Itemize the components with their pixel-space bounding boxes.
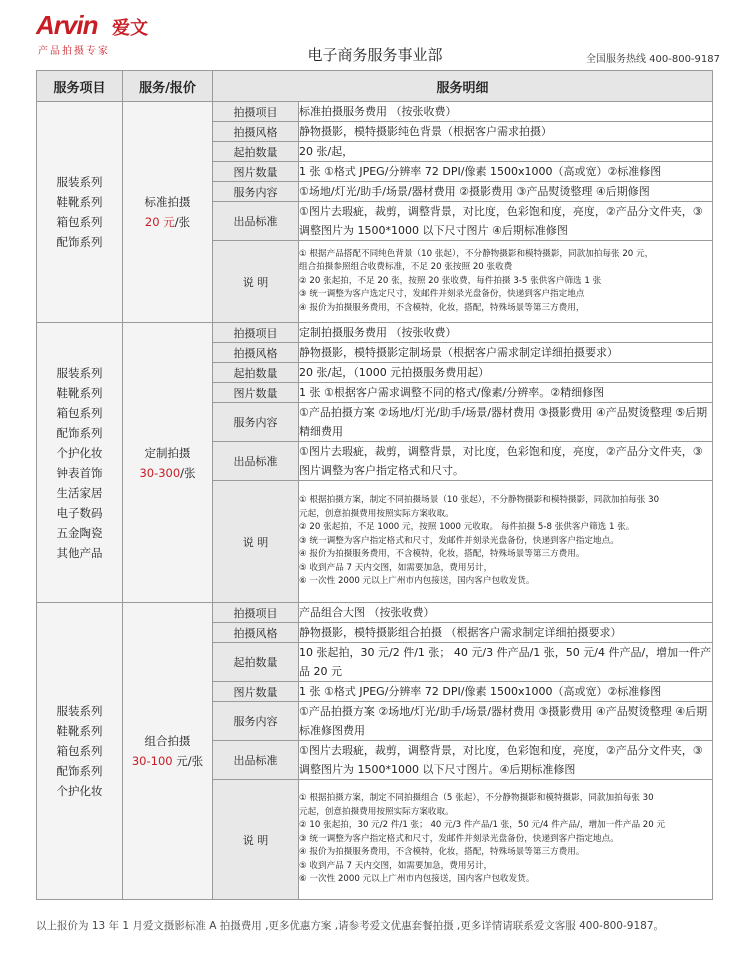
service-detail-row bbox=[37, 102, 713, 122]
note-line: ④ 报价为拍摄服务费用，不含模特，化妆，搭配，特殊场景等第三方费用。 bbox=[299, 549, 585, 560]
service-detail-row bbox=[37, 603, 713, 623]
category-item: 其他产品 bbox=[56, 545, 103, 560]
header-service-item: 服务项目 bbox=[37, 71, 123, 102]
note-line: ① 根据拍摄方案，制定不同拍摄组合（5 张起），不分静物摄影和模特摄影，同款加拍每张 30 bbox=[299, 792, 654, 803]
detail-value: 20 张/起， bbox=[299, 142, 713, 162]
detail-value: ①图片去瑕疵，裁剪，调整背景，对比度，色彩饱和度，亮度，②产品分文件夹，③图片调整为客户指定格式和尺寸。 bbox=[299, 442, 713, 481]
detail-label: 出品标准 bbox=[213, 442, 299, 481]
logo-tagline: 产品拍摄专家 bbox=[38, 46, 110, 57]
detail-label: 出品标准 bbox=[213, 741, 299, 780]
category-list bbox=[37, 102, 123, 323]
note-line: ② 10 张起拍，30 元/2 件/1 张； 40 元/3 件产品/1 张，50 元/4 件产品/，增加一件产品 20 元 bbox=[299, 820, 666, 831]
notes-label: 说 明 bbox=[213, 780, 299, 900]
service-name: 组合拍摄 bbox=[144, 734, 191, 748]
service-name: 标准拍摄 bbox=[144, 195, 191, 209]
notes-content bbox=[299, 780, 713, 900]
service-detail-row bbox=[37, 323, 713, 343]
detail-value: 标准拍摄服务费用 （按张收费） bbox=[299, 102, 713, 122]
category-item: 鞋靴系列 bbox=[56, 195, 103, 209]
category-item: 生活家居 bbox=[56, 485, 103, 500]
note-line: ④ 报价为拍摄服务费用，不含模特，化妆，搭配，特殊场景等第三方费用。 bbox=[299, 847, 585, 858]
service-price-cell bbox=[123, 323, 213, 603]
note-line: ② 20 张起拍，不足 1000 元，按照 1000 元收取。 每件拍摄 5-8 张供客户筛选 1 张。 bbox=[299, 522, 635, 533]
detail-value: ①场地/灯光/助手/场景/器材费用 ②摄影费用 ③产品熨烫整理 ④后期修图 bbox=[299, 182, 713, 202]
notes-label: 说 明 bbox=[213, 241, 299, 323]
note-line: ③ 统一调整为客户选定尺寸，发邮件并刻录光盘备份，快递到客户指定地点 bbox=[299, 289, 585, 300]
detail-label: 图片数量 bbox=[213, 162, 299, 182]
detail-label: 服务内容 bbox=[213, 702, 299, 741]
service-hotline: 全国服务热线 400-800-9187 bbox=[585, 54, 720, 65]
note-line: 元起，创意拍摄费用按照实际方案收取。 bbox=[299, 508, 454, 519]
note-line: 元起，创意拍摄费用按照实际方案收取。 bbox=[299, 806, 454, 817]
detail-label: 起拍数量 bbox=[213, 643, 299, 682]
detail-value: ①图片去瑕疵，裁剪，调整背景，对比度，色彩饱和度，亮度，②产品分文件夹，③调整图片为 1500*1000 以下尺寸图片 ④后期标准修图 bbox=[299, 202, 713, 241]
header-service-detail: 服务明细 bbox=[213, 71, 713, 102]
category-item: 服装系列 bbox=[56, 365, 103, 380]
detail-label: 拍摄项目 bbox=[213, 603, 299, 623]
detail-value: ①图片去瑕疵，裁剪，调整背景，对比度，色彩饱和度，亮度，②产品分文件夹，③调整图片为 1500*1000 以下尺寸图片。④后期标准修图 bbox=[299, 741, 713, 780]
detail-label: 服务内容 bbox=[213, 182, 299, 202]
category-item: 服装系列 bbox=[56, 704, 103, 718]
detail-label: 起拍数量 bbox=[213, 363, 299, 383]
service-price-cell bbox=[123, 102, 213, 323]
price-unit: /张 bbox=[180, 465, 196, 480]
detail-label: 出品标准 bbox=[213, 202, 299, 241]
note-line: ③ 统一调整为客户指定格式和尺寸，发邮件并刻录光盘备份，快递到客户指定地点。 bbox=[299, 535, 619, 546]
notes-label: 说 明 bbox=[213, 481, 299, 603]
note-line: ① 根据产品搭配不同纯色背景（10 张起），不分静物摄影和模特摄影，同款加拍每张 20 元， bbox=[299, 248, 654, 259]
notes-content bbox=[299, 481, 713, 603]
detail-value: 10 张起拍，30 元/2 件/1 张； 40 元/3 件产品/1 张，50 元/4 件产品/，增加一件产品 20 元 bbox=[299, 643, 713, 682]
notes-content bbox=[299, 241, 713, 323]
category-item: 钟表首饰 bbox=[56, 465, 103, 480]
category-list bbox=[37, 323, 123, 603]
category-list bbox=[37, 603, 123, 900]
category-item: 配饰系列 bbox=[56, 235, 103, 249]
service-price-table bbox=[36, 70, 713, 900]
detail-value: ①产品拍摄方案 ②场地/灯光/助手/场景/器材费用 ③摄影费用 ④产品熨烫整理 ⑤后期精细费用 bbox=[299, 403, 713, 442]
detail-label: 拍摄风格 bbox=[213, 343, 299, 363]
price-unit: /张 bbox=[174, 215, 191, 229]
category-item: 配饰系列 bbox=[56, 764, 103, 778]
detail-label: 图片数量 bbox=[213, 682, 299, 702]
price-line bbox=[123, 212, 212, 232]
page-header bbox=[0, 0, 750, 68]
category-item: 服装系列 bbox=[56, 175, 103, 189]
detail-value: 定制拍摄服务费用 （按张收费） bbox=[299, 323, 713, 343]
header-service-price: 服务/报价 bbox=[123, 71, 213, 102]
detail-value: ①产品拍摄方案 ②场地/灯光/助手/场景/器材费用 ③摄影费用 ④产品熨烫整理 ④后期标准修图费用 bbox=[299, 702, 713, 741]
detail-label: 拍摄风格 bbox=[213, 122, 299, 142]
category-item: 个护化妆 bbox=[56, 445, 103, 460]
price-value: 30-100 bbox=[131, 754, 173, 768]
note-line: ⑤ 收到产品 7 天内交图，如需要加急，费用另计， bbox=[299, 562, 493, 573]
footnote: 以上报价为 13 年 1 月爱文摄影标准 A 拍摄费用 ,更多优惠方案 ,请参考爱文优惠套餐拍摄 ,更多详情请联系爱文客服 400-800-9187。 bbox=[36, 920, 664, 932]
detail-value: 静物摄影，模特摄影定制场景（根据客户需求制定详细拍摄要求） bbox=[299, 343, 713, 363]
detail-value: 1 张 ①根据客户需求调整不同的格式/像素/分辨率。②精细修图 bbox=[299, 383, 713, 403]
note-line: 组合拍摄参照组合收费标准，不足 20 张按照 20 张收费 bbox=[299, 262, 513, 273]
price-unit: 元/张 bbox=[172, 754, 204, 768]
category-item: 箱包系列 bbox=[56, 744, 103, 758]
service-name: 定制拍摄 bbox=[144, 445, 191, 460]
detail-value: 产品组合大图 （按张收费） bbox=[299, 603, 713, 623]
note-line: ① 根据拍摄方案，制定不同拍摄场景（10 张起），不分静物摄影和模特摄影，同款加拍每张 30 bbox=[299, 494, 660, 505]
detail-value: 1 张 ①格式 JPEG/分辨率 72 DPI/像素 1500x1000（高或宽）②标准修图 bbox=[299, 162, 713, 182]
price-value: 30-300 bbox=[139, 465, 181, 480]
category-item: 箱包系列 bbox=[56, 215, 103, 229]
detail-label: 拍摄项目 bbox=[213, 323, 299, 343]
detail-value: 1 张 ①格式 JPEG/分辨率 72 DPI/像素 1500x1000（高或宽）②标准修图 bbox=[299, 682, 713, 702]
category-item: 箱包系列 bbox=[56, 405, 103, 420]
detail-value: 静物摄影，模特摄影纯色背景（根据客户需求拍摄） bbox=[299, 122, 713, 142]
note-line: ② 20 张起拍，不足 20 张，按照 20 张收费，每件拍摄 3-5 张供客户筛选 1 张 bbox=[299, 275, 602, 286]
category-item: 鞋靴系列 bbox=[56, 724, 103, 738]
table-header-row bbox=[37, 71, 713, 102]
detail-label: 拍摄风格 bbox=[213, 623, 299, 643]
category-item: 电子数码 bbox=[56, 505, 103, 520]
detail-value: 20 张/起，（1000 元拍摄服务费用起） bbox=[299, 363, 713, 383]
logo-chinese: 爱文 bbox=[112, 18, 148, 39]
price-value: 20 元 bbox=[144, 215, 175, 229]
table-body bbox=[37, 102, 713, 900]
logo-wordmark: Arvin bbox=[36, 10, 98, 40]
note-line: ④ 报价为拍摄服务费用，不含模特，化妆，搭配，特殊场景等第三方费用， bbox=[299, 302, 585, 313]
note-line: ⑥ 一次性 2000 元以上广州市内包接送，国内客户包收发货。 bbox=[299, 576, 535, 587]
price-line bbox=[123, 751, 212, 771]
detail-value: 静物摄影，模特摄影组合拍摄 （根据客户需求制定详细拍摄要求） bbox=[299, 623, 713, 643]
service-price-cell bbox=[123, 603, 213, 900]
note-line: ③ 统一调整为客户指定格式和尺寸，发邮件并刻录光盘备份，快递到客户指定地点。 bbox=[299, 833, 619, 844]
price-line bbox=[123, 463, 212, 483]
note-line: ⑤ 收到产品 7 天内交图，如需要加急，费用另计， bbox=[299, 860, 493, 871]
detail-label: 拍摄项目 bbox=[213, 102, 299, 122]
category-item: 配饰系列 bbox=[56, 425, 103, 440]
category-item: 个护化妆 bbox=[56, 784, 103, 798]
detail-label: 起拍数量 bbox=[213, 142, 299, 162]
category-item: 五金陶瓷 bbox=[56, 525, 103, 540]
detail-label: 图片数量 bbox=[213, 383, 299, 403]
category-item: 鞋靴系列 bbox=[56, 385, 103, 400]
note-line: ⑥ 一次性 2000 元以上广州市内包接送，国内客户包收发货。 bbox=[299, 874, 535, 885]
page-title: 电子商务服务事业部 bbox=[307, 46, 443, 64]
detail-label: 服务内容 bbox=[213, 403, 299, 442]
